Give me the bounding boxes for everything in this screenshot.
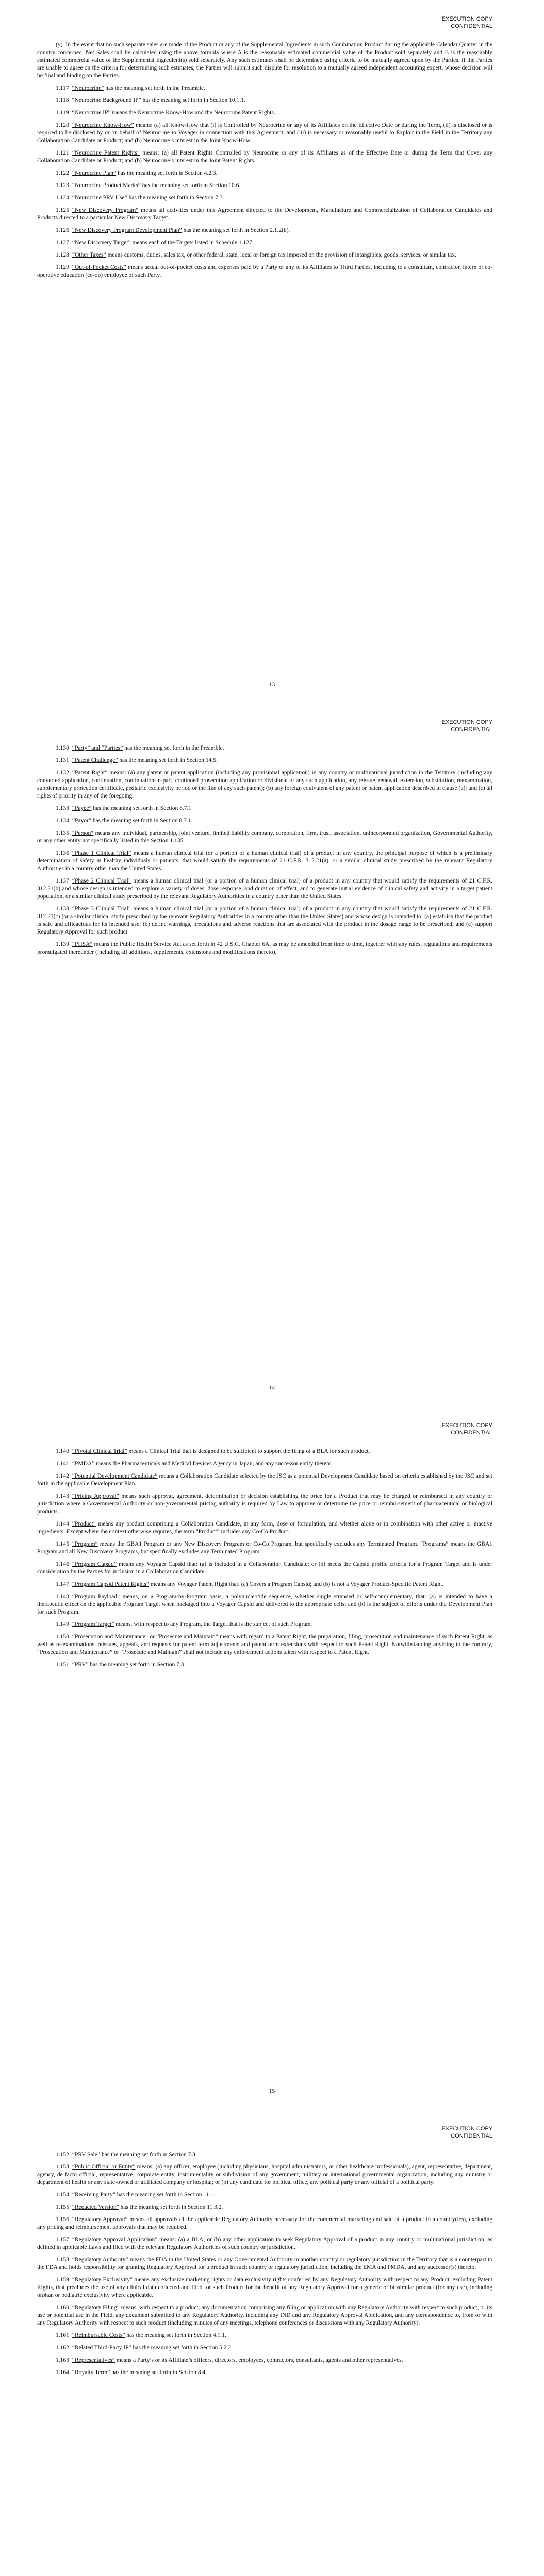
defined-term: “Person” [72, 830, 94, 836]
defined-term: “Product” [72, 1521, 96, 1527]
defined-term: “Reimbursable Costs” [72, 2332, 125, 2338]
definition-text: has the meaning set forth in Section 14.5. [118, 757, 218, 764]
page-header [442, 15, 492, 30]
section-number: 1.146 [56, 1561, 69, 1567]
definition-text: has the meaning set forth in Section 5.2.2. [131, 2345, 233, 2351]
definition-text: means: (a) any patent or patent application (including any provisional application) in any country or multinational jurisdiction in the Territory (including any converted application, continuation, continuation-in-part, continued prosecution application or divisional of any such application, any reissue, renewal, extension, substitution, reexamination, supplementary protection certificate, pediatric exclusivity period or the like of any such patent); (b) any foreign equivalent of any patent or patent application described in clause (a); and (c) all rights of priority in any of the foregoing. [37, 770, 493, 799]
defined-term: “Regulatory Approval” [72, 2216, 128, 2223]
defined-term: “Potential Development Candidate” [72, 1473, 158, 1479]
definition-paragraph [37, 2151, 492, 2159]
section-number: 1.127 [56, 240, 69, 246]
section-number: 1.154 [56, 2192, 69, 2198]
defined-term: “Neurocrine” [72, 85, 104, 91]
section-number: 1.132 [56, 770, 69, 776]
section-number: 1.157 [56, 2236, 69, 2243]
definition-text: means any product comprising a Collaboration Candidate, in any form, dose or formulation, and whether alone or in combination with other active or inactive ingredients. Except where the context otherwise requires, the term “Product” includes any Co-Co Product. [37, 1521, 492, 1535]
page-number: 15 [269, 2088, 275, 2094]
page-body [37, 41, 492, 284]
section-number: 1.137 [56, 878, 69, 884]
definition-paragraph [37, 877, 492, 901]
page-body [37, 744, 492, 961]
definition-text: means, on a Program-by-Program basis, a polynucleotide sequence, whether single stranded or self-complementary, that: (a) is intended to have a therapeutic effect on the applicable Program Target when packaged into a Voyager Capsid and delivered to the appropriate cells; and (b) is the subject of efforts under the Development Plan for such Program. [37, 1594, 492, 1615]
section-number: 1.120 [56, 122, 69, 128]
section-number: 1.128 [56, 252, 69, 258]
definition-text: has the meaning set forth in Section 4.2.3. [116, 170, 218, 176]
header-confidential: CONFIDENTIAL [451, 726, 492, 733]
definition-text: means: (a) any officer, employee (including physicians, hospital administrators, or other healthcare professionals), agent, representative, department, agency, de facto official, representative, corporate entity, instrumentality or subdivision of any government, military or international governmental organization, including any ministry or department of health or any state-owned or affiliated company or hospital; or (b) any candidate for political office, any political party or any official of a political party. [37, 2164, 493, 2185]
definition-text: means each of the Targets listed in Schedule 1.127. [130, 240, 254, 246]
definition-text: means a human clinical trial (or a portion of a human clinical trial) of a product in any country, the principal purpose of which is a preliminary determination of safety in healthy individuals or patients, that would satisfy the requirements of 21 C.F.R. 312.21(a), or a similar clinical study prescribed by the relevant Regulatory Authorities in a country other than the United States. [37, 850, 492, 872]
defined-term: “Program Capsid” [72, 1561, 117, 1567]
page-number: 13 [269, 682, 275, 688]
defined-term: “Related Third-Party IP” [72, 2345, 131, 2351]
section-number: 1.124 [56, 195, 69, 201]
definition-paragraph [37, 122, 492, 145]
header-confidential: CONFIDENTIAL [451, 1430, 492, 1436]
defined-term: “Patent Challenge” [72, 757, 118, 764]
section-number: 1.164 [56, 2369, 69, 2376]
section-number: 1.141 [56, 1461, 69, 1467]
defined-term: “Neurocrine Plan” [72, 170, 117, 176]
definition-text: means all approvals of the applicable Regulatory Authority necessary for the commercial marketing and sale of a product in a country(ies), excluding any pricing and reimbursement approvals that may be required. [37, 2216, 493, 2230]
defined-term: “Payee” [72, 805, 92, 811]
section-number: 1.150 [56, 1634, 69, 1640]
section-number: 1.131 [56, 757, 69, 764]
defined-term: “Patent Right” [72, 770, 108, 776]
definition-text: has the meaning set forth in Section 2.1.2(b). [182, 227, 290, 233]
defined-term: “PRV” [72, 1662, 89, 1668]
definition-paragraph [37, 264, 492, 279]
definition-text: means: (a) a BLA; or (b) any other application to seek Regulatory Approval of a product in any country or multinational jurisdiction, as defined in applicable Laws and filed with the relevant Regulatory Authorities of such country or jurisdiction. [37, 2236, 493, 2250]
defined-term: “Neurocrine Product Marks” [72, 182, 141, 189]
section-number: 1.133 [56, 805, 69, 811]
definition-text: means actual out-of-pocket costs and expenses paid by a Party or any of its Affiliates to Third Parties, including to a consultant, contractor, intern or co-operative education (co-op) employee of such Party. [37, 264, 492, 278]
section-number: 1.161 [56, 2332, 69, 2338]
definition-text: means any Voyager Capsid that: (a) is included in a Collaboration Candidate; or (b) meets the Capsid profile criteria for a Program Target and is under consideration by the Parties for inclusion in a Collaboration Candidate. [37, 1561, 492, 1575]
definition-text: In the event that no such separate sales are made of the Product or any of the Supplemental Ingredients in such Combination Product during the applicable Calendar Quarter in the country concerned, Net Sales shall be calculated using the above formula where A is the reasonably estimated commercial value of the Product sold separately and B is the reasonably estimated commercial value of the Supplemental Ingredient(s) sold separately. Any such estimates shall be determined using criteria to be mutually agreed upon by the Parties. If the Parties are unable to agree on the criteria for determining such estimates, the Parties will submit such dispute for resolution to a mutually agreed independent accounting expert, whose decision will be final and binding on the Parties. [37, 42, 492, 79]
header-execution-copy: EXECUTION COPY [441, 2126, 492, 2132]
section-number: 1.123 [56, 182, 69, 189]
definition-text: means the Neurocrine Know-How and the Neurocrine Patent Rights. [110, 110, 275, 116]
definition-text: has the meaning set forth in the Preamble. [123, 745, 224, 751]
definition-text: has the meaning set forth in Section 8.4. [110, 2369, 207, 2376]
section-number: 1.156 [56, 2216, 69, 2223]
definition-text: means the FDA in the United States or any Governmental Authority in another country or regulatory jurisdiction in the Territory that is a counterpart to the FDA and holds responsibility for granting Regulatory Approval for a product in such country or regulatory jurisdiction, including the EMA and PMDA, and any successor(s) thereto. [37, 2257, 492, 2270]
section-number: 1.159 [56, 2277, 69, 2283]
defined-term: “Pivotal Clinical Trial” [72, 1448, 127, 1454]
defined-term: “Regulatory Exclusivity” [72, 2277, 133, 2283]
definition-paragraph [37, 2357, 492, 2364]
section-number: 1.134 [56, 818, 69, 824]
document-page [0, 1406, 544, 2110]
definition-paragraph [37, 2256, 492, 2272]
header-execution-copy: EXECUTION COPY [441, 719, 492, 725]
definition-text: has the meaning set forth in Section 11.1. [115, 2192, 215, 2198]
defined-term: “Party” and “Parties” [72, 745, 123, 751]
definition-paragraph [37, 1493, 492, 1516]
defined-term: “Phase 2 Clinical Trial” [72, 878, 131, 884]
definition-paragraph [37, 2304, 492, 2327]
section-number: 1.136 [56, 850, 69, 856]
definition-text: has the meaning set forth in Section 10.6. [140, 182, 241, 189]
section-number: 1.126 [56, 227, 69, 233]
section-number: 1.122 [56, 170, 69, 176]
page-body [37, 1448, 492, 1673]
section-number: 1.138 [56, 906, 69, 912]
definition-paragraph [37, 805, 492, 812]
definition-text: has the meaning set forth in the Preamble. [104, 85, 205, 91]
definition-paragraph [37, 941, 492, 956]
definition-paragraph [37, 227, 492, 234]
definition-paragraph [37, 2191, 492, 2199]
definition-text: means a Collaboration Candidate selected by the JSC as a potential Development Candidate based on criteria established by the JSC and set forth in the applicable Development Plan. [37, 1473, 493, 1487]
defined-term: “Receiving Party” [72, 2192, 116, 2198]
section-number: 1.142 [56, 1473, 69, 1479]
definition-paragraph [37, 84, 492, 92]
definition-paragraph [37, 1581, 492, 1588]
definition-text: means a Party’s or its Affiliate’s officers, directors, employees, contractors, consultants, agents and other representatives. [114, 2357, 403, 2363]
defined-term: “Payor” [72, 818, 91, 824]
defined-term: “Representatives” [72, 2357, 115, 2363]
definition-paragraph [37, 2276, 492, 2299]
definition-paragraph [37, 905, 492, 936]
section-number: 1.162 [56, 2345, 69, 2351]
definition-paragraph [37, 41, 492, 80]
section-number: 1.130 [56, 745, 69, 751]
definition-text: has the meaning set forth in Section 8.7.1. [91, 818, 193, 824]
definition-paragraph [37, 2204, 492, 2211]
header-confidential: CONFIDENTIAL [451, 23, 492, 29]
section-number: 1.151 [56, 1662, 69, 1668]
section-number: 1.135 [56, 830, 69, 836]
section-number: 1.153 [56, 2164, 69, 2170]
defined-term: “Program Capsid Patent Rights” [72, 1581, 150, 1587]
defined-term: “Redacted Version” [72, 2204, 119, 2210]
defined-term: “Phase 3 Clinical Trial” [72, 906, 131, 912]
definition-text: means the Public Health Service Act as set forth in 42 U.S.C. Chapter 6A, as may be amended from time to time, together with any rules, regulations and requirements promulgated thereunder (including all additions, supplements, extensions and modifications thereto). [37, 941, 492, 955]
defined-term: “PMDA” [72, 1461, 95, 1467]
definition-paragraph [37, 1593, 492, 1616]
section-number: (y) [56, 42, 63, 48]
definition-paragraph [37, 1448, 492, 1455]
definition-paragraph [37, 1520, 492, 1536]
definition-text: means the GBA1 Program or any New Discovery Program or Co-Co Program, but specifically excludes any Terminated Program. “Programs” means the GBA1 Program and all New Discovery Programs, but specifically excludes any Terminated Program. [37, 1541, 492, 1555]
definition-paragraph [37, 182, 492, 190]
definition-paragraph [37, 850, 492, 873]
defined-term: “Neurocrine PRV Use” [72, 195, 127, 201]
section-number: 1.119 [56, 110, 69, 116]
definition-text: has the meaning set forth in Section 4.1.1. [125, 2332, 226, 2338]
definition-text: means, with respect to any Program, the Target that is the subject of such Program. [114, 1621, 312, 1628]
definition-paragraph [37, 829, 492, 845]
header-confidential: CONFIDENTIAL [451, 2133, 492, 2139]
defined-term: “Program” [72, 1541, 98, 1547]
definition-paragraph [37, 194, 492, 202]
definition-text: means any individual, partnership, joint venture, limited liability company, corporation, firm, trust, association, unincorporated organization, Governmental Authority, or any other entity not specifically listed in this Section 1.135. [37, 830, 492, 844]
definition-paragraph [37, 1621, 492, 1629]
section-number: 1.148 [56, 1594, 69, 1600]
page-body [37, 2151, 492, 2381]
definition-text: has the meaning set forth in Section 7.3. [88, 1662, 186, 1668]
definition-paragraph [37, 1472, 492, 1488]
section-number: 1.149 [56, 1621, 69, 1628]
defined-term: “Program Target” [72, 1621, 114, 1628]
definition-text: has the meaning set forth in Section 8.7.1. [91, 805, 193, 811]
definition-paragraph [37, 109, 492, 117]
definition-text: has the meaning set forth in Section 7.3. [100, 2151, 197, 2158]
document-page [0, 0, 544, 703]
definition-text: means customs, duties, sales tax, or other federal, state, local or foreign tax imposed on the provision of intangibles, goods, services, or similar tax. [106, 252, 456, 258]
definition-text: means with regard to a Patent Right, the preparation, filing, prosecution and maintenance of such Patent Right, as well as re-examinations, reissues, appeals, and requests for patent term adjustments and patent term extensions with respect to such Patent Right. Notwithstanding anything to the contrary, “Prosecution and Maintenance” or “Prosecute and Maintain” shall not include any enforcement actions taken with respect to a Patent Right. [37, 1634, 493, 1655]
header-execution-copy: EXECUTION COPY [441, 16, 492, 22]
defined-term: “Royalty Term” [72, 2369, 110, 2376]
definition-paragraph [37, 2163, 492, 2187]
definition-paragraph [37, 2332, 492, 2340]
definition-paragraph [37, 1561, 492, 1576]
defined-term: “Phase 1 Clinical Trial” [72, 850, 131, 856]
defined-term: “Pricing Approval” [72, 1493, 119, 1499]
defined-term: “New Discovery Program Development Plan” [72, 227, 182, 233]
section-number: 1.140 [56, 1448, 69, 1454]
defined-term: “Public Official or Entity” [72, 2164, 136, 2170]
definition-text: means a human clinical trial (or a portion of a human clinical trial) of a product in any country that would satisfy the requirements of 21 C.F.R. 312.21(b) and whose design is intended to explore a variety of doses, dose response, and duration of effect, and to generate initial evidence of clinical safety and activity in a target patient population, or a similar clinical study prescribed by the relevant Regulatory Authorities in a country other than the United States. [37, 878, 493, 900]
defined-term: “Prosecution and Maintenance” or “Prosecute and Maintain” [72, 1634, 218, 1640]
document-page [0, 703, 544, 1406]
definition-paragraph [37, 1661, 492, 1669]
definition-paragraph [37, 769, 492, 800]
section-number: 1.144 [56, 1521, 69, 1527]
defined-term: “New Discovery Program” [72, 207, 139, 213]
definition-paragraph [37, 1460, 492, 1468]
definition-text: means a Clinical Trial that is designed to be sufficient to support the filing of a BLA for such product. [127, 1448, 370, 1454]
defined-term: “New Discovery Target” [72, 240, 131, 246]
defined-term: “Regulatory Filing” [72, 2304, 120, 2311]
section-number: 1.117 [56, 85, 69, 91]
section-number: 1.158 [56, 2257, 69, 2263]
definition-paragraph [37, 149, 492, 165]
page-header [442, 1422, 492, 1436]
definition-text: has the meaning set forth in Section 7.3. [127, 195, 224, 201]
section-number: 1.160 [56, 2304, 69, 2311]
document-page [0, 2110, 544, 2576]
page-number: 14 [269, 1385, 275, 1391]
section-number: 1.121 [56, 150, 69, 156]
definition-paragraph [37, 239, 492, 247]
definition-text: means any exclusive marketing rights or data exclusivity rights conferred by any Regulatory Authority with respect to any Product, excluding Patent Rights, that precludes the use of any clinical data collected and filed for such Product for the benefit of any Regulatory Approval for a generic or biosimilar product (for any use), including orphan or pediatric exclusivity where applicable. [37, 2277, 492, 2298]
section-number: 1.129 [56, 264, 69, 270]
section-number: 1.139 [56, 941, 69, 947]
definition-text: means: (a) all Patent Rights Controlled by Neurocrine or any of its Affiliates as of the Effective Date or during the Term that Cover any Collaboration Candidate or Product; and (b) Neurocrine’s interest in the Joint Patent Rights. [37, 150, 492, 164]
definition-paragraph [37, 757, 492, 765]
defined-term: “Program Payload” [72, 1594, 120, 1600]
defined-term: “Out-of-Pocket Costs” [72, 264, 126, 270]
section-number: 1.163 [56, 2357, 69, 2363]
definition-text: means all activities under this Agreement directed to the Development, Manufacture and Commercialization of Collaboration Candidates and Products directed to a particular New Discovery Target. [37, 207, 492, 221]
definition-text: means such approval, agreement, determination or decision establishing the price for a Product that may be charged or reimbursed in any country or jurisdiction where a Governmental Authority or non-governmental pricing authority is required by Law to approve or determine the price or reimbursement of pharmaceutical or biological products. [37, 1493, 493, 1515]
defined-term: “Neurocrine Know-How” [72, 122, 134, 128]
definition-text: means any Voyager Patent Right that: (a) Covers a Program Capsid; and (b) is not a Voyager Product-Specific Patent Right. [149, 1581, 444, 1587]
definition-paragraph [37, 1633, 492, 1656]
defined-term: “Neurocrine Patent Rights” [72, 150, 140, 156]
header-execution-copy: EXECUTION COPY [441, 1422, 492, 1429]
definition-text: means a human clinical trial (or a portion of a human clinical trial) of a product in any country that would satisfy the requirements of 21 C.F.R. 312.21(c) (or a similar clinical study prescribed by the relevant Regulatory Authorities in a country other than the United States) and whose design is intended to: (a) establish that the product is safe and efficacious for its intended use; (b) define warnings, precautions and adverse reactions that are associated with the product in the dosage range to be prescribed; and (c) support Regulatory Approval for such product. [37, 906, 493, 935]
definition-text: has the meaning set forth in Section 11.3.2. [119, 2204, 223, 2210]
defined-term: “Other Taxes” [72, 252, 106, 258]
section-number: 1.125 [56, 207, 69, 213]
definition-text: has the meaning set forth in Section 10.1.1. [141, 97, 245, 104]
definition-paragraph [37, 251, 492, 259]
definition-paragraph [37, 744, 492, 752]
section-number: 1.147 [56, 1581, 69, 1587]
definition-paragraph [37, 2236, 492, 2251]
section-number: 1.155 [56, 2204, 69, 2210]
defined-term: “Neurocrine IP” [72, 110, 111, 116]
page-header [442, 719, 492, 733]
defined-term: “PRV Sale” [72, 2151, 101, 2158]
defined-term: “Regulatory Authority” [72, 2257, 128, 2263]
definition-paragraph [37, 2344, 492, 2352]
definition-paragraph [37, 817, 492, 825]
section-number: 1.118 [56, 97, 69, 104]
definition-paragraph [37, 170, 492, 177]
definition-text: means the Pharmaceuticals and Medical Devices Agency in Japan, and any successor entity thereto. [94, 1461, 333, 1467]
definition-paragraph [37, 207, 492, 222]
defined-term: “Neurocrine Background IP” [72, 97, 141, 104]
definition-paragraph [37, 2216, 492, 2231]
page-header [442, 2125, 492, 2140]
section-number: 1.143 [56, 1493, 69, 1499]
section-number: 1.145 [56, 1541, 69, 1547]
definition-text: means, with respect to a product, any documentation comprising any filing or application with any Regulatory Authority with respect to such product, or its use or potential use in the Field, any document submitted to any Regulatory Authority, including any IND and any Regulatory Approval Application, and any correspondence to, from or with any Regulatory Authority with respect to such product (including minutes of any meetings, telephone conferences or discussions with any Regulatory Authority). [37, 2304, 492, 2326]
definition-paragraph [37, 1540, 492, 1556]
defined-term: “PHSA” [72, 941, 93, 947]
definition-paragraph [37, 97, 492, 105]
definition-text: means: (a) all Know-How that (i) is Controlled by Neurocrine or any of its Affiliates on the Effective Date or during the Term, (ii) is disclosed or is required to be disclosed by or on behalf of Neurocrine to Voyager in connection with this Agreement, and (iii) is necessary or reasonably useful to Exploit in the Field in the Territory any Collaboration Candidate or Product; and (b) Neurocrine’s interest in the Joint Know-How. [37, 122, 493, 144]
definition-paragraph [37, 2369, 492, 2377]
section-number: 1.152 [56, 2151, 69, 2158]
defined-term: “Regulatory Approval Application” [72, 2236, 158, 2243]
